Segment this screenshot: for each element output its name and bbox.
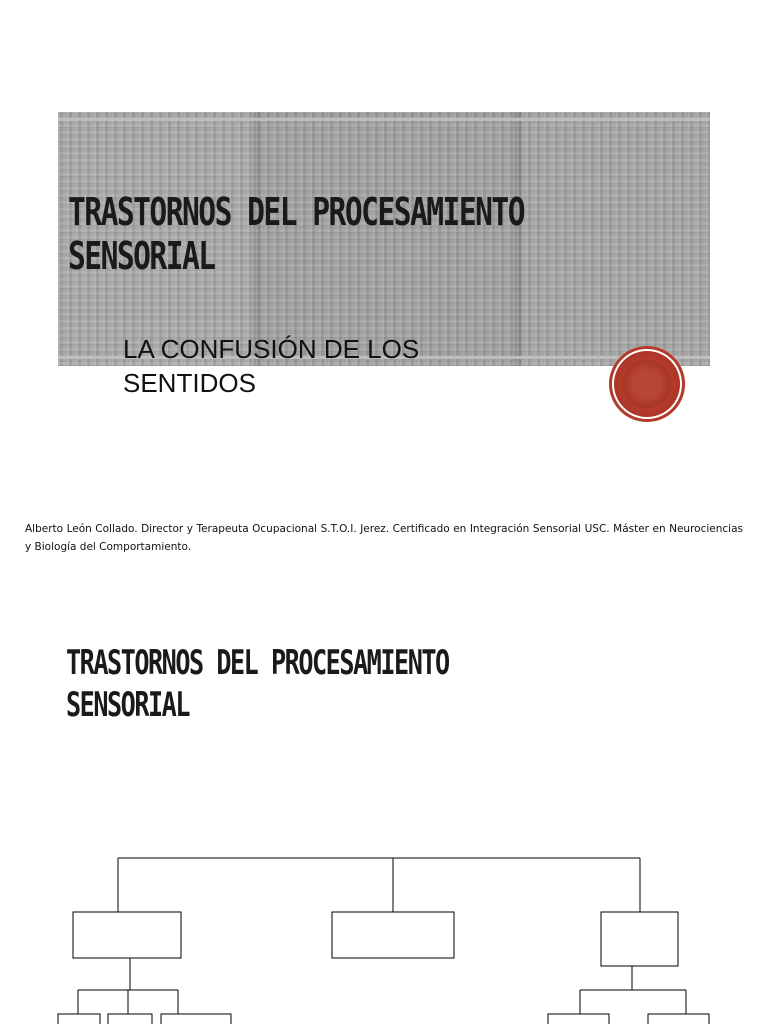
org-chart-leaf-box <box>161 1014 231 1024</box>
org-chart-box-left <box>73 912 181 958</box>
org-chart-leaf-box <box>648 1014 709 1024</box>
org-chart-box-center <box>332 912 454 958</box>
slide-title: TRASTORNOS DEL PROCESAMIENTO SENSORIAL <box>68 190 524 278</box>
banner-top-rule <box>58 118 710 121</box>
org-chart-diagram <box>0 840 768 1024</box>
decorative-circle-badge <box>609 346 685 422</box>
org-chart-leaf-box <box>108 1014 152 1024</box>
org-chart-leaf-box <box>58 1014 100 1024</box>
second-slide-title: TRASTORNOS DEL PROCESAMIENTO SENSORIAL <box>66 643 449 725</box>
slide-subtitle: LA CONFUSIÓN DE LOS SENTIDOS <box>123 334 420 398</box>
org-chart-box-right <box>601 912 678 966</box>
author-credits: Alberto León Collado. Director y Terapeuta Ocupacional S.T.O.I. Jerez. Certificado en Integración Sensorial USC. Máster en Neurociencias y Biología del Comportamiento. <box>25 523 743 553</box>
org-chart-leaf-box <box>548 1014 609 1024</box>
